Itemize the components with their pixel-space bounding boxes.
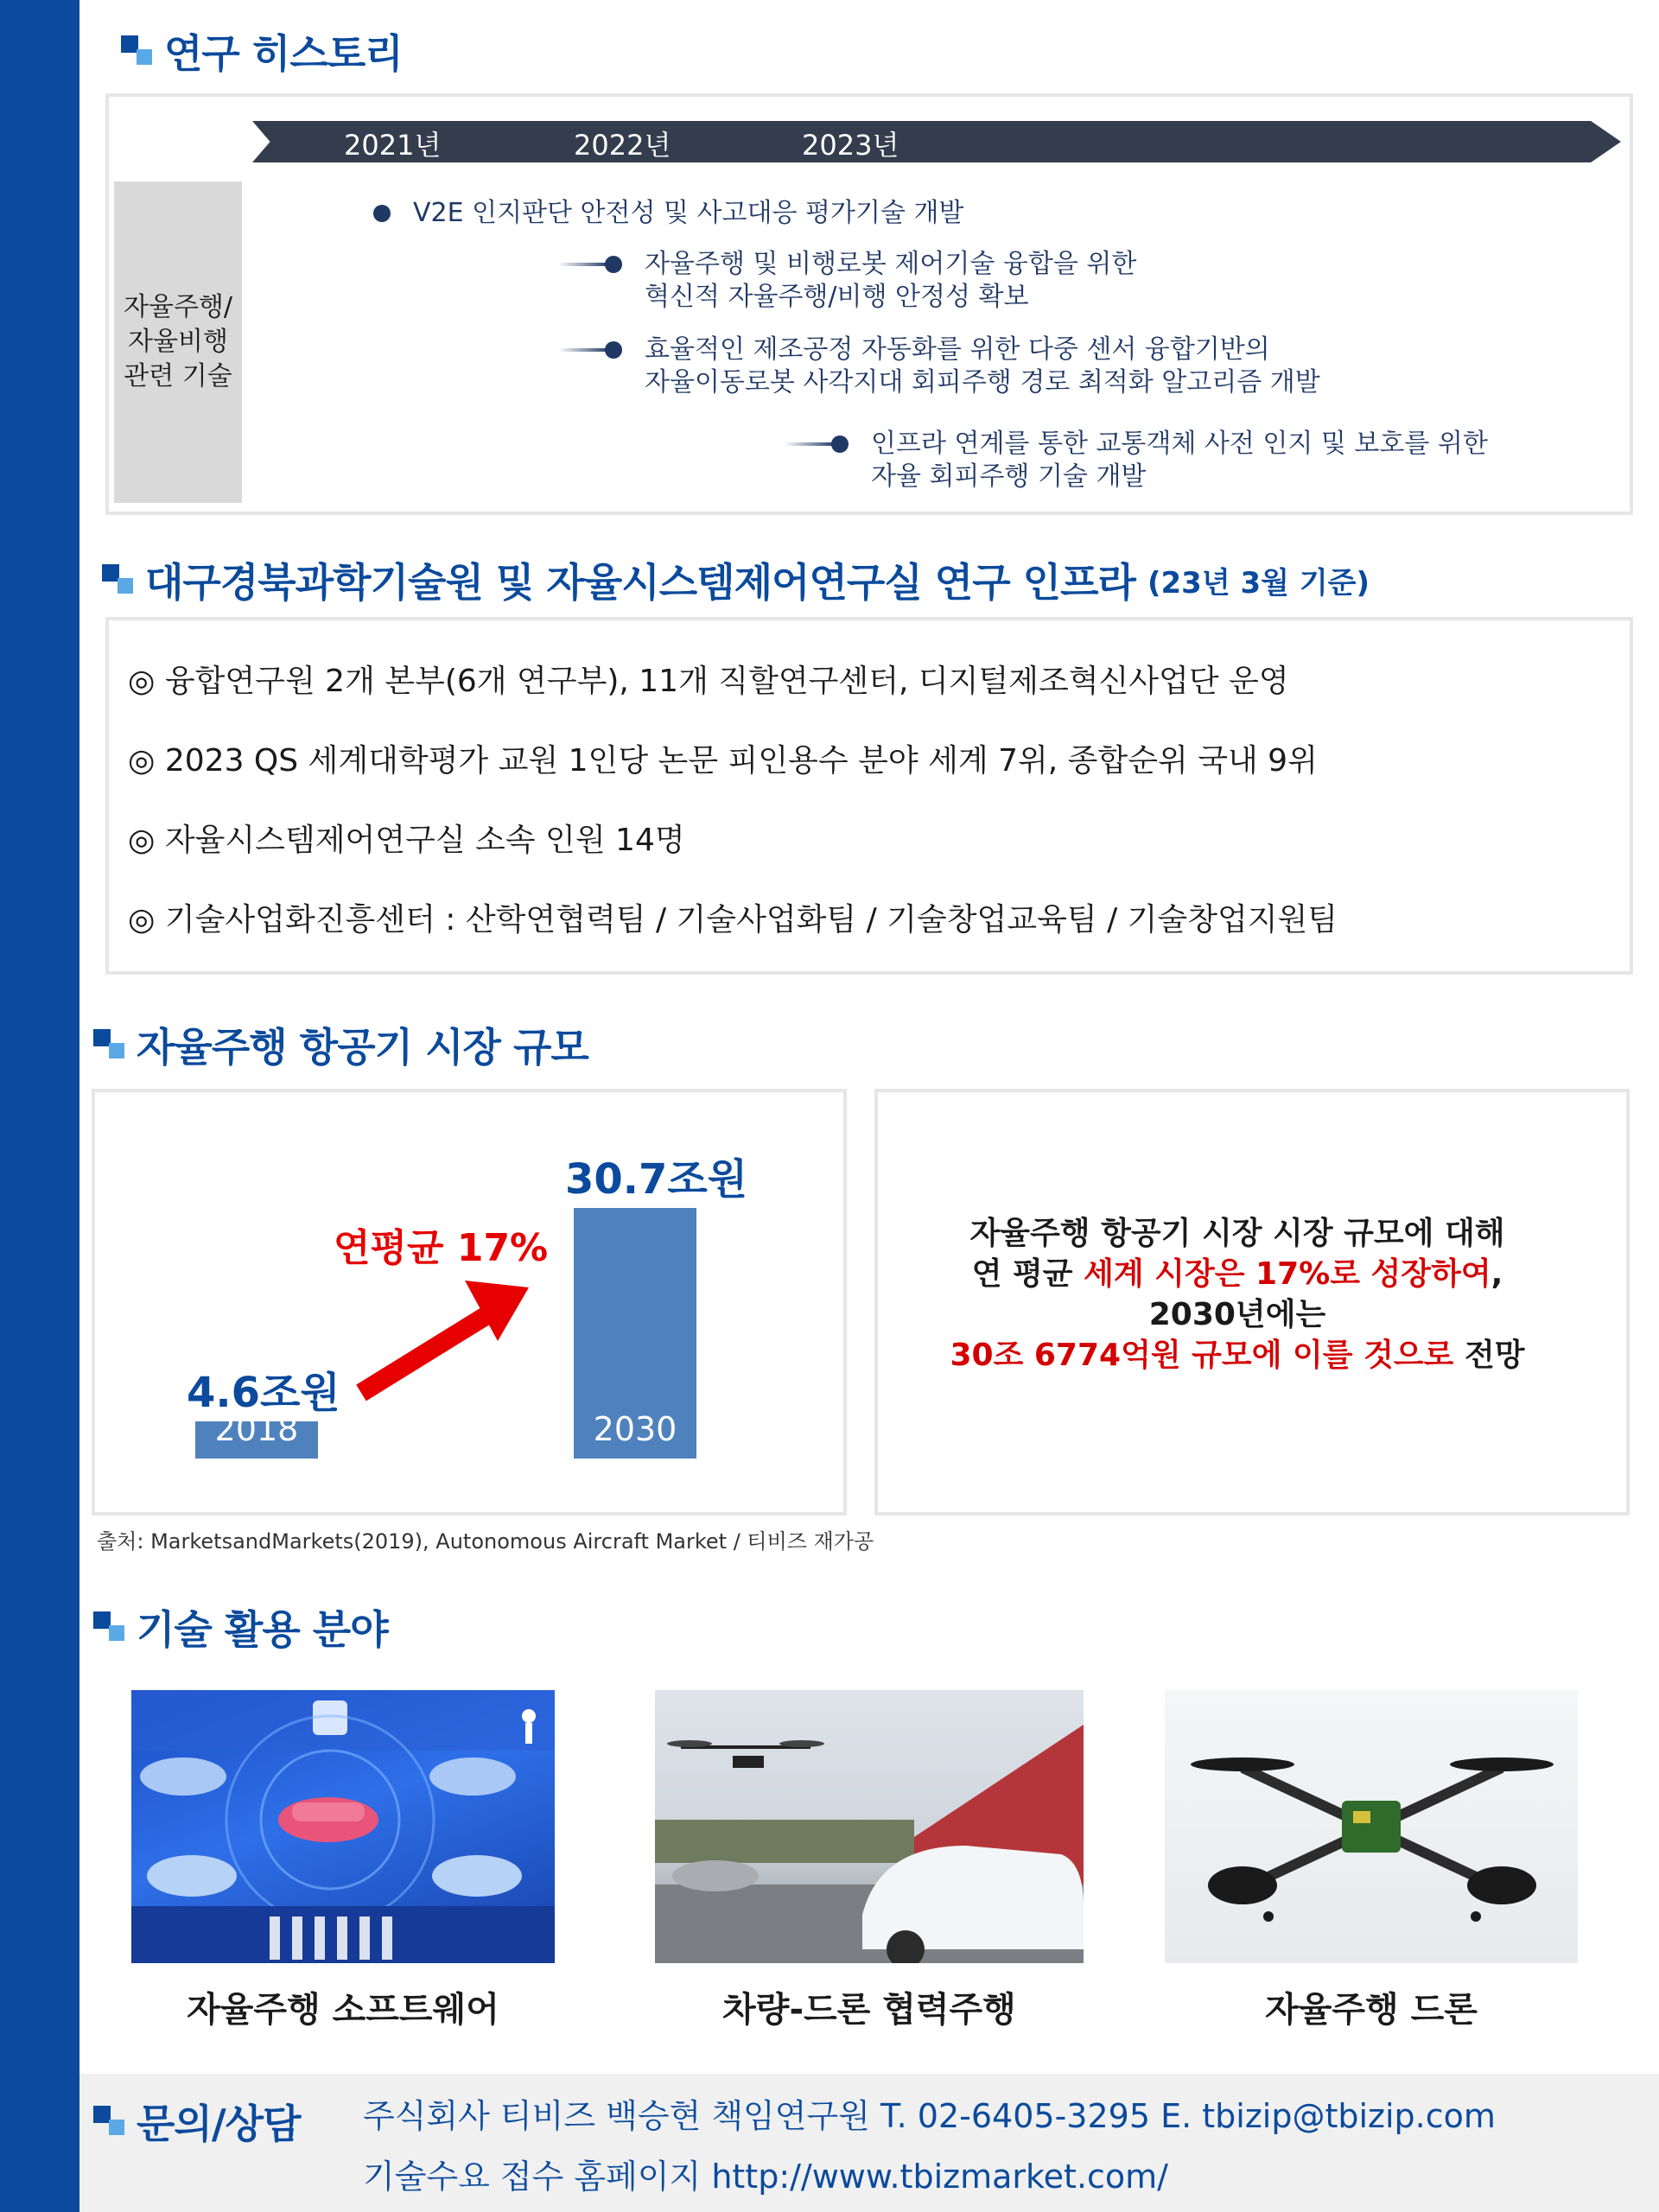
app-caption-vehicle-drone: 차량-드론 협력주행: [722, 1990, 1016, 2030]
history-item-2: 자율주행 및 비행로봇 제어기술 융합을 위한 혁신적 자율주행/비행 안정성 확보: [558, 248, 1136, 314]
timeline-lead-line: [785, 442, 836, 446]
autonomous-drone-image: [1165, 1690, 1578, 1963]
market-description: 자율주행 항공기 시장 시장 규모에 대해 연 평균 세계 시장은 17%로 성장하여, 2030년에는 30조 6774억원 규모에 이를 것으로 전망: [950, 1216, 1525, 1373]
section-title-market: 자율주행 항공기 시장 규모: [93, 1016, 588, 1073]
history-item-3: 효율적인 제조공정 자동화를 위한 다중 센서 융합기반의 자율이동로봇 사각지대 회피주행 경로 최적화 알고리즘 개발: [558, 334, 1320, 399]
timeline-dot-icon: [605, 341, 622, 359]
history-item-1: V2E 인지판단 안전성 및 사고대응 평가기술 개발: [373, 197, 963, 230]
history-item-4: 인프라 연계를 통한 교통객체 사전 인지 및 보호를 위한 자율 회피주행 기술 개발: [785, 428, 1488, 493]
autonomous-driving-software-image: [131, 1690, 555, 1963]
history-row-label: 자율주행/ 자율비행 관련 기술: [114, 181, 242, 503]
section-bullet-icon: [93, 2106, 124, 2137]
year-2022: 2022년: [574, 129, 671, 162]
timeline-dot-icon: [831, 435, 849, 453]
app-caption-drone: 자율주행 드론: [1265, 1990, 1478, 2030]
year-2021: 2021년: [344, 129, 442, 162]
section-title-infra: 대구경북과학기술원 및 자율시스템제어연구실 연구 인프라 (23년 3월 기준): [102, 551, 1370, 608]
contact-info[interactable]: 주식회사 티비즈 백승현 책임연구원 T. 02-6405-3295 E. tbizip@tbizip.com: [363, 2097, 1496, 2135]
growth-rate-label: 연평균 17%: [334, 1226, 549, 1270]
bar-value-label-2030: 30.7조원: [565, 1155, 748, 1204]
section-title-applications: 기술 활용 분야: [93, 1599, 388, 1656]
infra-item-1: ◎ 융합연구원 2개 본부(6개 연구부), 11개 직할연구센터, 디지털제조혁신사업단 운영: [128, 664, 1289, 699]
bar-value-label-2018: 4.6조원: [187, 1369, 340, 1417]
infra-item-4: ◎ 기술사업화진흥센터 : 산학연협력팀 / 기술사업화팀 / 기술창업교육팀 / 기술창업지원팀: [128, 902, 1338, 938]
source-citation: 출처: MarketsandMarkets(2019), Autonomous Aircraft Market / 티비즈 재가공: [97, 1529, 874, 1554]
section-bullet-icon: [121, 35, 152, 67]
contact-homepage-link[interactable]: 기술수요 접수 홈페이지 http://www.tbizmarket.com/: [363, 2158, 1168, 2196]
section-title-history: 연구 히스토리: [121, 22, 403, 79]
timeline-dot-icon: [373, 205, 391, 222]
section-bullet-icon: [93, 1029, 124, 1060]
bar-category-label-2030: 2030: [593, 1410, 677, 1448]
section-bullet-icon: [102, 564, 133, 595]
left-accent-bar: [0, 0, 79, 2212]
section-title-contact: 문의/상담: [93, 2093, 301, 2150]
app-caption-software: 자율주행 소프트웨어: [187, 1990, 499, 2030]
infra-item-2: ◎ 2023 QS 세계대학평가 교원 1인당 논문 피인용수 분야 세계 7위, 종합순위 국내 9위: [128, 743, 1318, 779]
year-2023: 2023년: [802, 129, 899, 162]
timeline-lead-line: [558, 263, 610, 266]
bar-category-label-2018: 2018: [214, 1410, 299, 1448]
timeline-lead-line: [558, 348, 610, 352]
growth-arrow-icon: [346, 1270, 553, 1408]
timeline-arrow: [252, 121, 1621, 162]
infra-item-3: ◎ 자율시스템제어연구실 소속 인원 14명: [128, 823, 685, 858]
timeline-dot-icon: [605, 256, 622, 273]
section-bullet-icon: [93, 1611, 124, 1643]
vehicle-drone-cooperation-image: [655, 1690, 1084, 1963]
